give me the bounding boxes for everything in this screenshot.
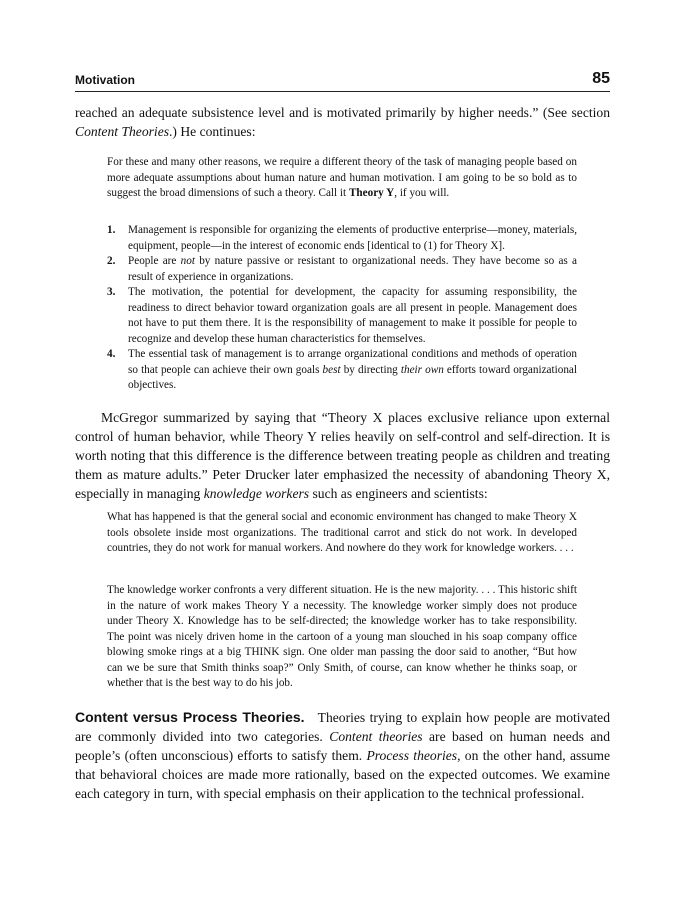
section-heading: Content versus Process Theories.: [75, 709, 305, 725]
list-number: 3.: [107, 286, 116, 298]
paragraph-continuation: reached an adequate subsistence level and is motivated primarily by higher needs.” (See section Content Theories.) He continues:: [75, 105, 610, 139]
list-number: 2.: [107, 255, 116, 267]
list-item: 4. The essential task of management is to arrange organizational conditions and methods of operation so that people can achieve their own goals best by directing their own efforts toward organizational objectives.: [107, 348, 577, 391]
section-title: Motivation: [75, 73, 135, 87]
paragraph-content-vs-process: Content versus Process Theories. Theories trying to explain how people are motivated are commonly divided into two categories. Content theories are based on human needs and people’s (often unconscious) efforts to satisfy them. Process theories, on the other hand, assume that behavioral choices are made more rationally, based on the expected outcomes. We examine each category in turn, with special emphasis on their application to the technical professional.: [75, 709, 610, 801]
list-item: 1. Management is responsible for organizing the elements of productive enterprise—money, materials, equipment, people—in the interest of economic ends [identical to (1) for Theory X].: [107, 224, 577, 252]
list-number: 1.: [107, 224, 116, 236]
list-number: 4.: [107, 348, 116, 360]
block-quote-drucker-1: What has happened is that the general social and economic environment has changed to make Theory X tools obsolete inside most organizations. The traditional carrot and stick do not work. In developed countries, they do not work for manual workers. And nowhere do they work for knowledge workers. . . .: [107, 511, 577, 554]
block-quote-mcgregor: For these and many other reasons, we require a different theory of the task of managing people based on more adequate assumptions about human nature and human motivation. I am going to be so bold as to suggest the broad dimensions of such a theory. Call it Theory Y, if you will.: [107, 156, 577, 199]
page-number: 85: [592, 70, 610, 87]
knowledge-workers-term: knowledge workers: [203, 486, 310, 501]
block-quote-drucker-2: The knowledge worker confronts a very different situation. He is the new majority. . . . This historic shift in the nature of work makes Theory Y a necessity. The knowledge worker simply does not produce under Theory X. Knowledge has to be self-directed; the knowledge worker has to take responsibility. The point was nicely driven home in the cartoon of a young man slouched in his soap company office blowing smoke rings at a big THINK sign. One older man passing the door said to another, “But how can we be sure that Smith thinks soap?” Only Smith, of course, can know whether he thinks soap, or whether that is the best way to do his job.: [107, 584, 577, 689]
theory-y-term: Theory Y: [348, 187, 395, 199]
list-item: 3. The motivation, the potential for development, the capacity for assuming responsibility, the readiness to direct behavior toward organization goals are all present in people. Management does not have to put them there. It is the responsibility of management to make it possible for people to recognize and develop these human characteristics for themselves.: [107, 286, 577, 345]
process-theories-term: Process theories: [366, 748, 458, 763]
theory-y-list: [107, 223, 577, 394]
paragraph-mcgregor-summary: McGregor summarized by saying that “Theory X places exclusive reliance upon external control of human behavior, while Theory Y relies heavily on self-control and self-direction. It is worth noting that this difference is the difference between treating people as children and treating them as mature adults.” Peter Drucker later emphasized the necessity of abandoning Theory X, especially in managing knowledge workers such as engineers and scientists:: [75, 410, 610, 501]
content-theories-term: Content theories: [329, 729, 423, 744]
list-item: 2. People are not by nature passive or resistant to organizational needs. They have become so as a result of experience in organizations.: [107, 255, 577, 283]
section-reference: Content Theories: [75, 124, 170, 139]
running-header: [75, 71, 610, 92]
